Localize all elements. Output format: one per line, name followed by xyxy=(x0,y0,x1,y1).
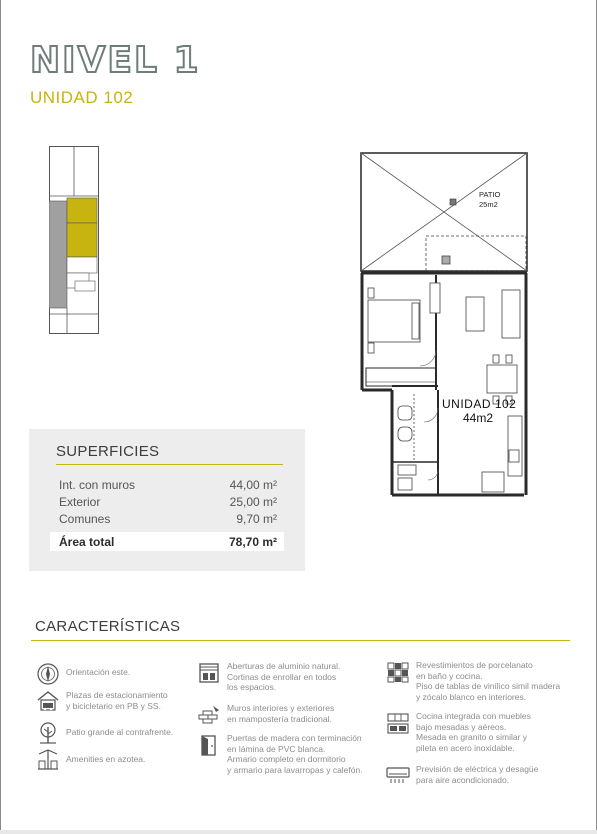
superficies-total xyxy=(50,532,284,551)
patio-area-label: 25m2 xyxy=(479,200,498,209)
tiles-icon xyxy=(386,660,410,684)
unit-plan-area: 44m2 xyxy=(463,411,494,425)
feature-text: Plazas de estacionamiento xyxy=(66,690,168,700)
caracteristicas-title: CARACTERÍSTICAS xyxy=(35,618,181,635)
brick-wall-icon xyxy=(197,702,221,726)
feature-text: Patio grande al contrafrente. xyxy=(66,727,174,737)
feature-text: Orientación este. xyxy=(66,667,131,677)
feature-text: Cocina integrada con muebles xyxy=(416,711,531,721)
feature-text: en mampostería tradicional. xyxy=(227,713,332,724)
frame-bottom-band xyxy=(0,830,597,834)
feature-text: Armario completo en dormitorio xyxy=(227,754,346,764)
level-title: NIVEL 1 xyxy=(30,40,201,81)
feature-tiles xyxy=(386,660,560,702)
feature-text: Cortinas de enrollar en todos xyxy=(227,671,337,682)
garage-icon xyxy=(36,689,60,713)
superficies-row-label: Int. con muros xyxy=(59,478,136,492)
feature-text: y zócalo blanco en interiores. xyxy=(416,691,527,702)
feature-text: Mesada en granito o similar y xyxy=(416,732,528,742)
feature-patio xyxy=(36,721,173,745)
frame-left-border xyxy=(0,0,1,834)
patio-area xyxy=(361,153,527,271)
superficies-row-value: 25,00 m² xyxy=(229,495,277,509)
feature-text: en baño y cocina. xyxy=(416,670,483,681)
door-icon xyxy=(197,733,221,757)
feature-air-conditioning xyxy=(386,762,538,786)
patio-label: PATIO xyxy=(479,190,501,199)
superficies-row xyxy=(59,512,277,526)
feature-text: Previsión de eléctrica y desagüe xyxy=(416,764,539,774)
feature-walls xyxy=(197,702,334,726)
superficies-panel xyxy=(29,429,305,571)
tree-icon xyxy=(36,721,60,745)
bed xyxy=(368,288,420,353)
feature-amenities xyxy=(36,747,145,771)
feature-text: los espacios. xyxy=(227,682,277,692)
feature-text: Piso de tablas de vinílico simil madera xyxy=(416,681,561,691)
air-conditioner-icon xyxy=(386,762,410,786)
feature-text: Muros interiores y exteriores xyxy=(227,703,335,713)
feature-text: para aire acondicionado. xyxy=(416,774,510,785)
feature-openings xyxy=(197,661,340,693)
feature-orientation xyxy=(36,662,130,686)
feature-kitchen xyxy=(386,711,531,753)
feature-text: pileta en acero inoxidable. xyxy=(416,742,515,753)
superficies-row-value: 9,70 m² xyxy=(236,512,277,526)
superficies-row xyxy=(59,495,277,509)
total-value: 78,70 m² xyxy=(228,535,277,549)
superficies-row-value: 44,00 m² xyxy=(229,478,277,492)
kitchen-icon xyxy=(386,711,410,735)
key-plan xyxy=(49,146,99,334)
feature-text: bajo mesadas y aéreos. xyxy=(416,721,507,732)
total-label: Área total xyxy=(59,535,115,549)
superficies-title: SUPERFICIES xyxy=(56,443,160,460)
superficies-divider xyxy=(56,464,283,465)
unit-subtitle: UNIDAD 102 xyxy=(30,88,134,107)
compass-icon xyxy=(36,662,60,686)
feature-text: y armario para lavarropas y calefón. xyxy=(227,764,363,775)
feature-text: Puertas de madera con terminación xyxy=(227,733,362,743)
feature-text: y bicicletario en PB y SS. xyxy=(66,700,161,711)
floor-plan xyxy=(356,150,532,500)
superficies-row xyxy=(59,478,277,492)
feature-text: Amenities en azotea. xyxy=(66,754,146,764)
superficies-row-label: Exterior xyxy=(59,495,101,509)
feature-text: en lámina de PVC blanca. xyxy=(227,743,326,754)
feature-doors xyxy=(197,733,363,775)
unit-plan-label: UNIDAD 102 xyxy=(442,397,517,411)
caracteristicas-divider xyxy=(31,640,570,641)
superficies-row-label: Comunes xyxy=(59,512,111,526)
window-icon xyxy=(197,661,221,685)
feature-text: Aberturas de aluminio natural. xyxy=(227,661,341,671)
feature-text: Revestimientos de porcelanato xyxy=(416,660,533,670)
bathroom xyxy=(398,394,416,490)
rooftop-icon xyxy=(36,747,60,771)
feature-parking xyxy=(36,689,168,713)
